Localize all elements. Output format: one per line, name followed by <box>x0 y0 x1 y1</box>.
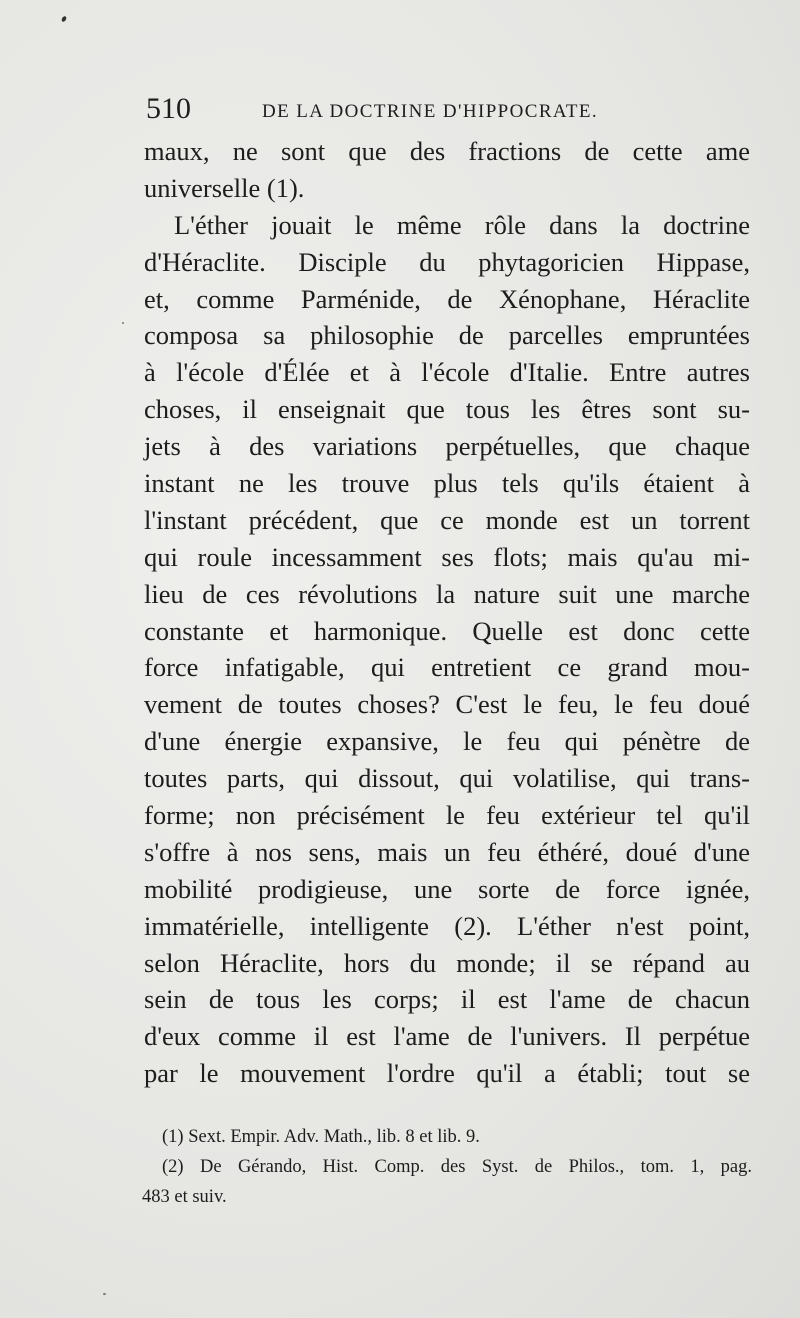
text-line: force infatigable, qui entretient ce grand mou- <box>144 652 750 683</box>
text-line: constante et harmonique. Quelle est donc cette <box>144 615 750 646</box>
ink-speck <box>61 15 67 22</box>
ink-speck <box>103 1293 106 1295</box>
text-line: toutes parts, qui dissout, qui volatilise, qui trans- <box>144 763 750 794</box>
text-line: instant ne les trouve plus tels qu'ils étaient à <box>144 468 750 499</box>
page-number: 510 <box>146 92 191 125</box>
text-line: à l'école d'Élée et à l'école d'Italie. Entre autres <box>144 357 750 388</box>
footnote-2-continued: 483 et suiv. <box>142 1187 227 1207</box>
text-line: l'instant précédent, que ce monde est un torrent <box>144 504 750 535</box>
text-line: qui roule incessamment ses flots; mais qu'au mi- <box>144 541 750 572</box>
footnotes <box>142 1122 752 1212</box>
text-line: composa sa philosophie de parcelles empruntées <box>144 320 750 351</box>
text-line: s'offre à nos sens, mais un feu éthéré, doué d'une <box>144 836 750 867</box>
text-line: choses, il enseignait que tous les êtres sont su- <box>144 394 750 425</box>
text-line: et, comme Parménide, de Xénophane, Héraclite <box>144 283 750 314</box>
text-line: d'Héraclite. Disciple du phytagoricien Hippase, <box>144 246 750 277</box>
text-line: d'eux comme il est l'ame de l'univers. Il perpétue <box>144 1021 750 1052</box>
running-title: DE LA DOCTRINE D'HIPPOCRATE. <box>262 101 599 122</box>
text-line: mobilité prodigieuse, une sorte de force ignée, <box>144 873 750 904</box>
text-line: jets à des variations perpétuelles, que chaque <box>144 431 750 462</box>
text-line: maux, ne sont que des fractions de cette ame <box>144 136 750 166</box>
text-line: selon Héraclite, hors du monde; il se répand au <box>144 947 750 978</box>
text-line: sein de tous les corps; il est l'ame de chacun <box>144 984 750 1015</box>
text-line: d'une énergie expansive, le feu qui pénètre de <box>144 726 750 757</box>
paragraph-first-line: L'éther jouait le même rôle dans la doctrine <box>174 209 750 240</box>
footnote-1: (1) Sext. Empir. Adv. Math., lib. 8 et lib. 9. <box>162 1127 480 1147</box>
text-line: vement de toutes choses? C'est le feu, le feu doué <box>144 689 750 720</box>
footnote-2: (2) De Gérando, Hist. Comp. des Syst. de Philos., tom. 1, pag. <box>162 1157 752 1177</box>
text-line: forme; non précisément le feu extérieur tel qu'il <box>144 800 750 831</box>
text-line: universelle (1). <box>144 172 305 203</box>
text-line: par le mouvement l'ordre qu'il a établi; tout se <box>144 1058 750 1089</box>
body-text <box>144 133 750 1092</box>
ink-speck <box>122 322 124 324</box>
running-header <box>146 92 756 132</box>
text-line: immatérielle, intelligente (2). L'éther n'est point, <box>144 910 750 941</box>
text-line: lieu de ces révolutions la nature suit une marche <box>144 578 750 609</box>
